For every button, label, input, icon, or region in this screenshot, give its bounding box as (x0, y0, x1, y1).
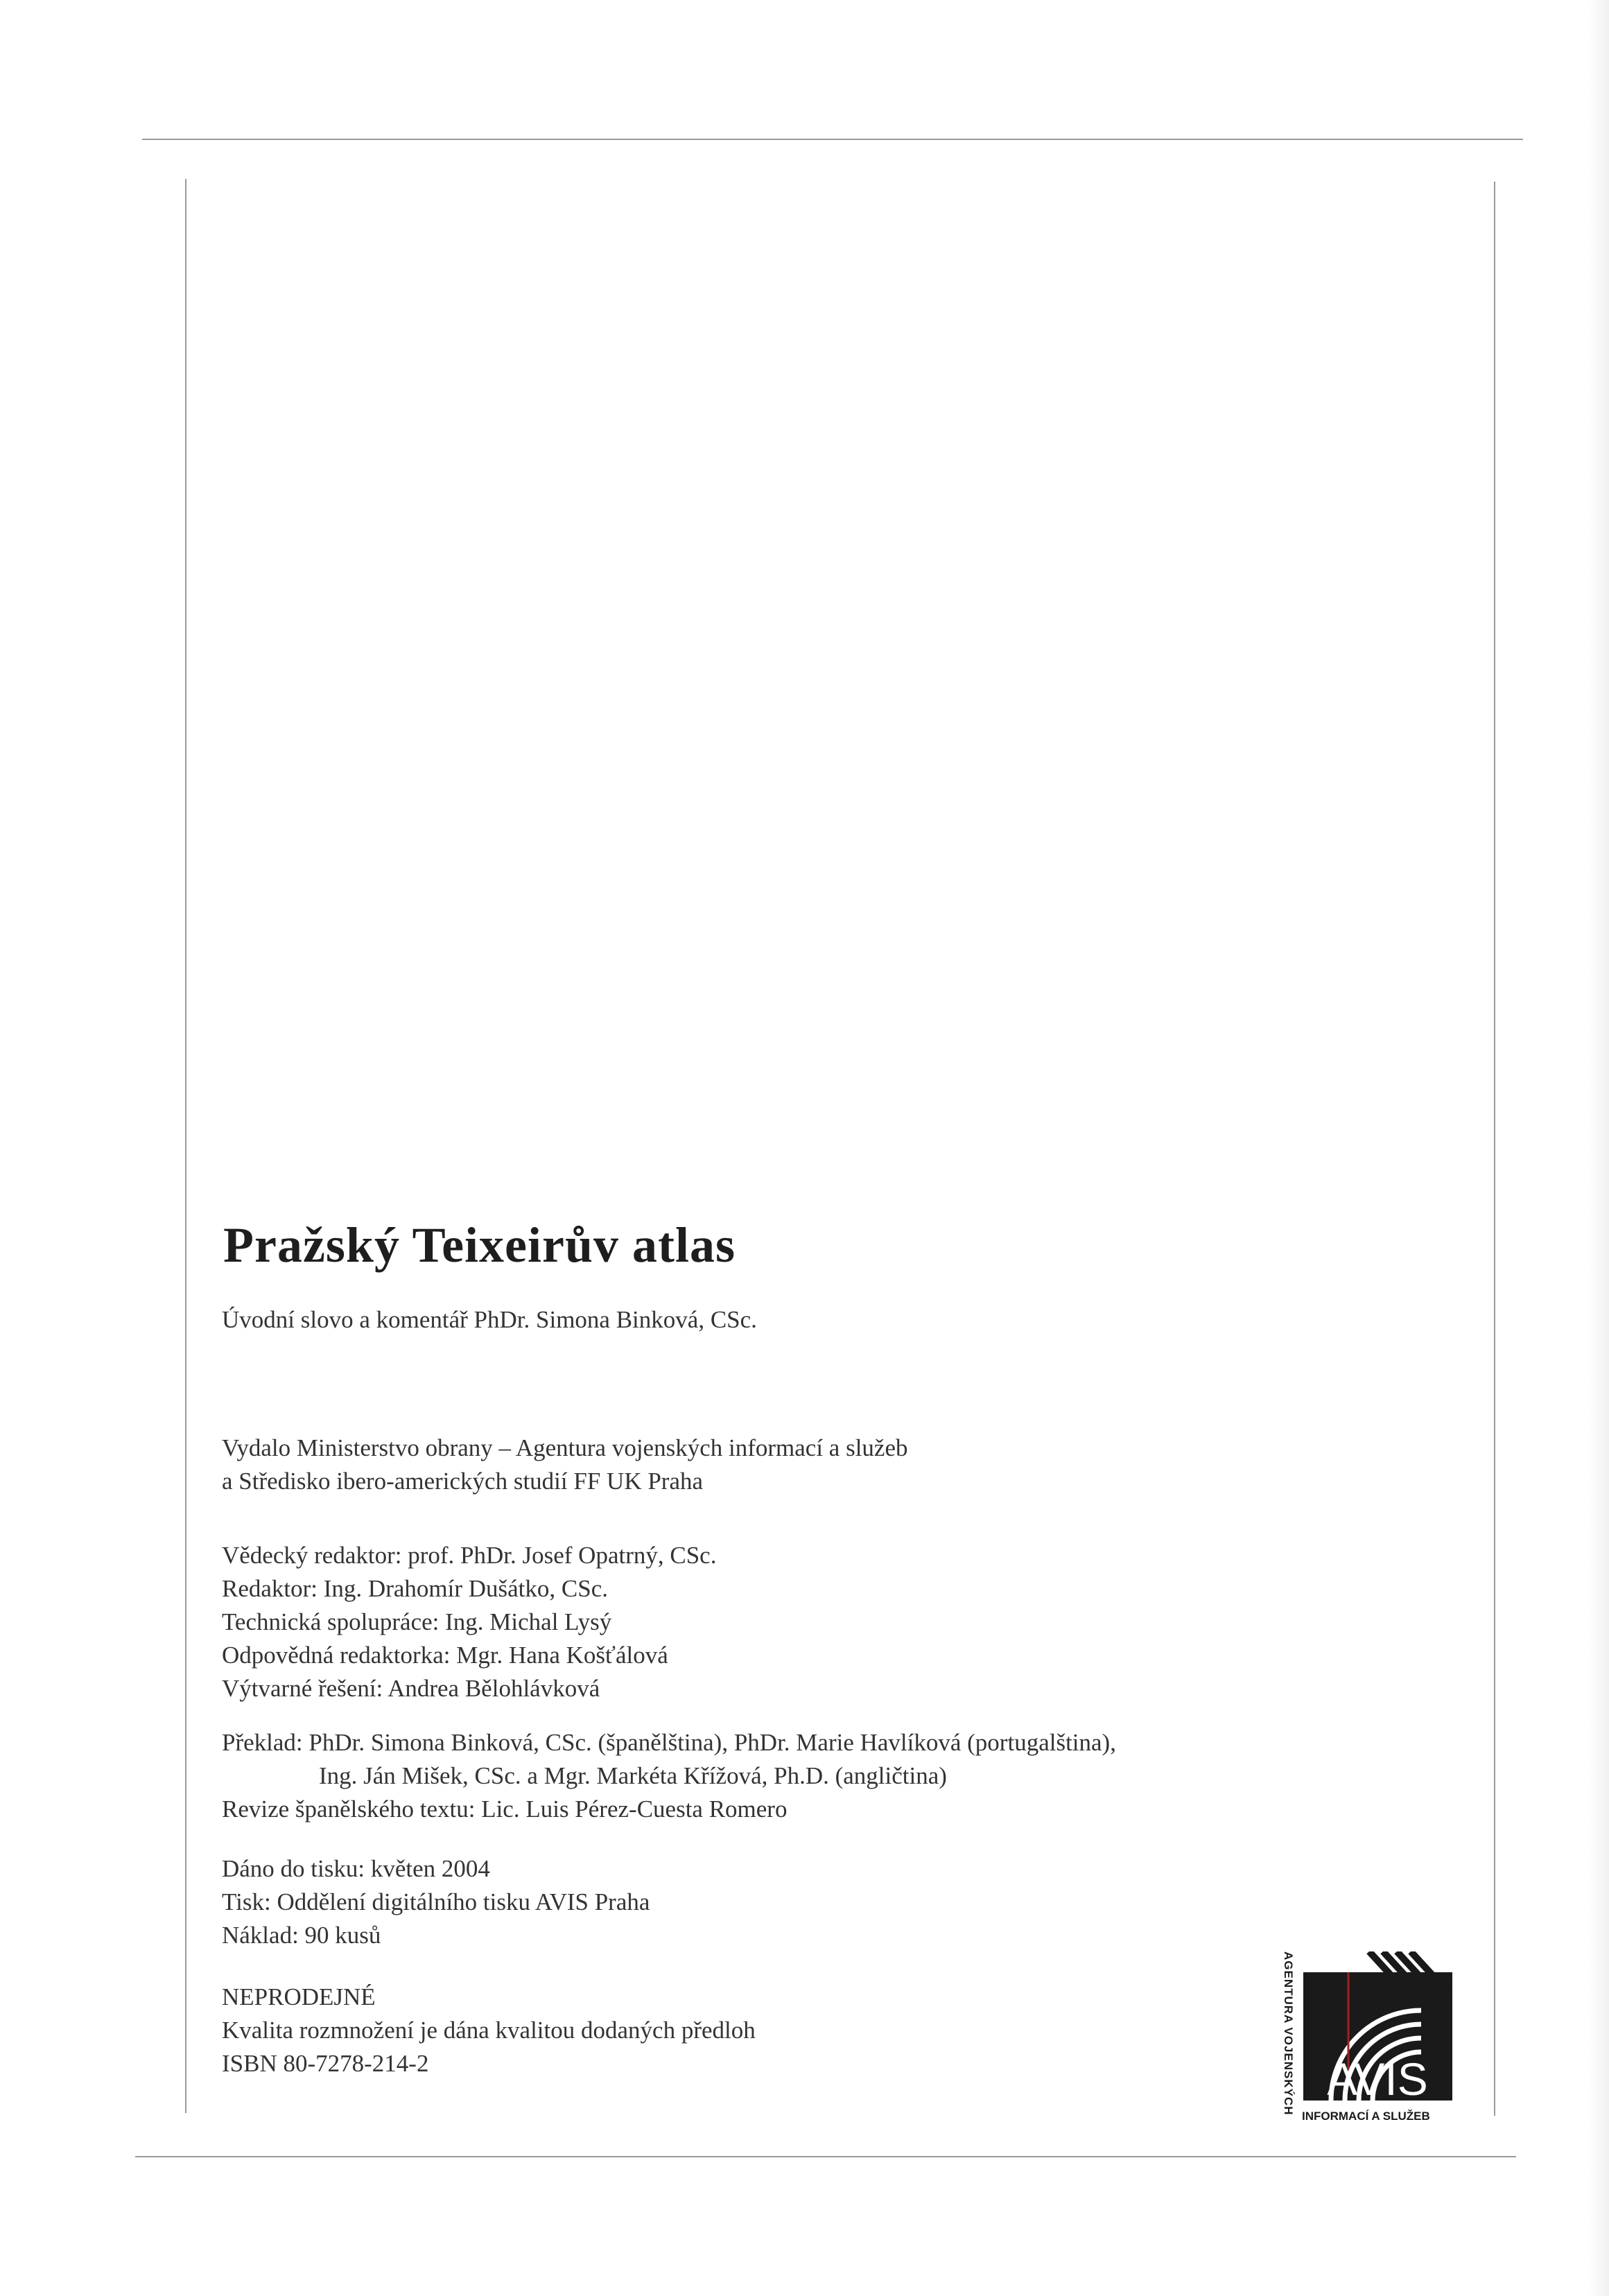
avis-logo-icon (1303, 1951, 1452, 2101)
legal-block (222, 1981, 756, 2080)
intro-line: Úvodní slovo a komentář PhDr. Simona Binková, CSc. (222, 1306, 757, 1333)
legal-line: ISBN 80-7278-214-2 (222, 2050, 429, 2077)
print-line: Náklad: 90 kusů (222, 1922, 381, 1949)
translation-line-1: Překlad: PhDr. Simona Binková, CSc. (španělština), PhDr. Marie Havlíková (portugalština), (222, 1729, 1116, 1756)
print-block (222, 1852, 650, 1952)
staff-line: Redaktor: Ing. Drahomír Dušátko, CSc. (222, 1575, 608, 1602)
staff-line: Odpovědná redaktorka: Mgr. Hana Košťálová (222, 1642, 668, 1669)
staff-line: Vědecký redaktor: prof. PhDr. Josef Opatrný, CSc. (222, 1542, 717, 1569)
publisher-block (222, 1432, 908, 1498)
print-line: Tisk: Oddělení digitálního tisku AVIS Praha (222, 1888, 650, 1915)
print-line: Dáno do tisku: květen 2004 (222, 1855, 490, 1882)
publisher-line-1: Vydalo Ministerstvo obrany – Agentura vojenských informací a služeb (222, 1434, 908, 1461)
intro-text (222, 1303, 757, 1337)
bottom-rule (135, 2156, 1516, 2157)
legal-line: Kvalita rozmnožení je dána kvalitou dodaných předloh (222, 2017, 756, 2044)
legal-line: NEPRODEJNÉ (222, 1983, 376, 2010)
staff-line: Výtvarné řešení: Andrea Bělohlávková (222, 1675, 600, 1702)
top-rule (142, 139, 1523, 140)
staff-line: Technická spolupráce: Ing. Michal Lysý (222, 1608, 612, 1635)
left-rule (185, 179, 186, 2113)
logo-brand-text: AVIS (1327, 2053, 1428, 2101)
translation-block (222, 1726, 1116, 1826)
logo-bottom-text: INFORMACÍ A SLUŽEB (1302, 2110, 1430, 2123)
right-rule (1494, 182, 1495, 2116)
page-title: Pražský Teixeirův atlas (223, 1217, 736, 1273)
publisher-line-2: a Středisko ibero-amerických studií FF UK Praha (222, 1468, 704, 1495)
staff-block (222, 1539, 716, 1705)
page-edge-shadow (1588, 0, 1609, 2296)
translation-line-3: Revize španělského textu: Lic. Luis Pérez-Cuesta Romero (222, 1795, 788, 1823)
logo-vertical-text: AGENTURA VOJENSKÝCH (1282, 1951, 1295, 2116)
translation-line-2: Ing. Ján Mišek, CSc. a Mgr. Markéta Křížová, Ph.D. (angličtina) (319, 1762, 947, 1789)
